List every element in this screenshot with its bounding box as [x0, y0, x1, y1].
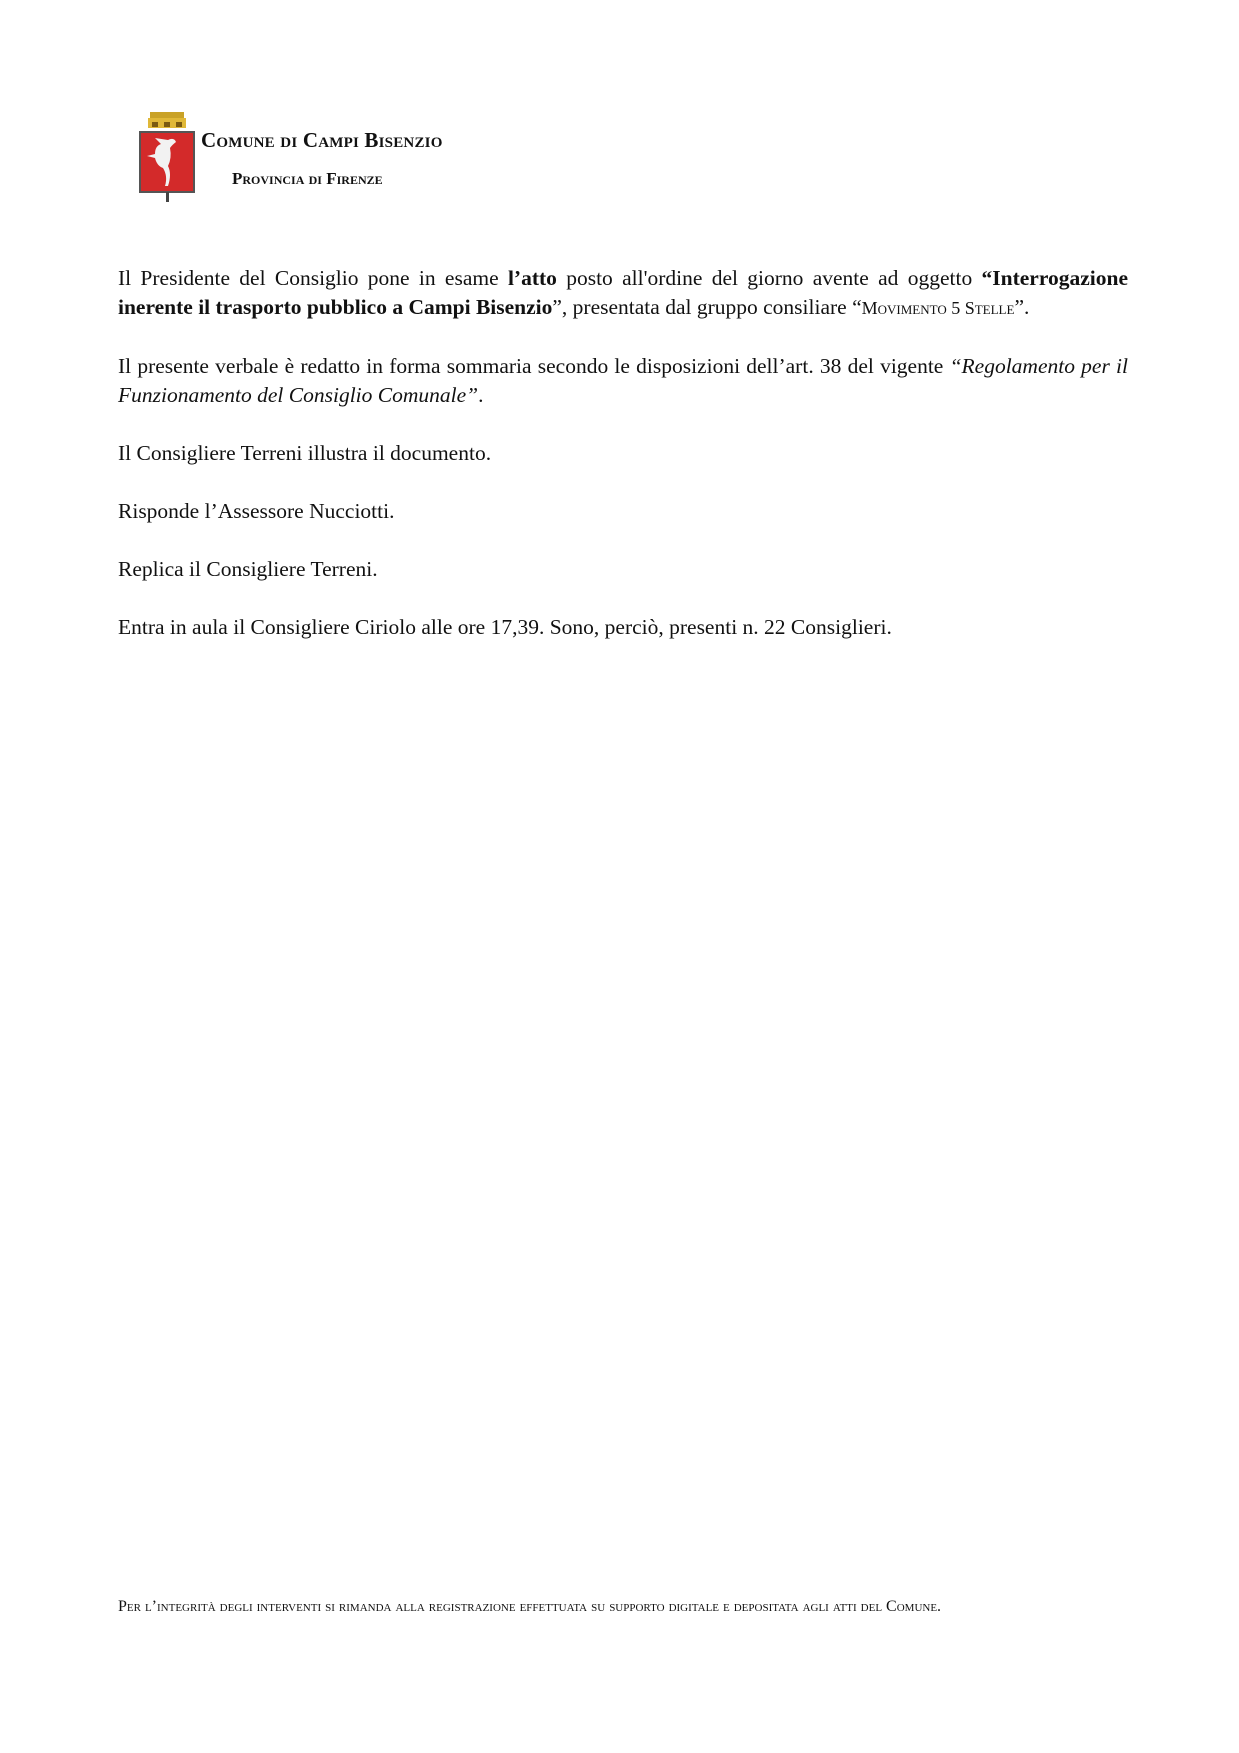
paragraph-reply: Replica il Consigliere Terreni. — [118, 557, 378, 581]
text: ”. — [1014, 295, 1030, 319]
regulation-title: “Regolamento per il Funzionamento del Consiglio Comunale” — [118, 354, 1128, 407]
paragraph-intro — [118, 264, 1128, 323]
province-subtitle: Provincia di Firenze — [232, 169, 383, 188]
footer-note: Per l’integrità degli interventi si rimanda alla registrazione effettuata su supporto digitale e depositata agli atti del Comune. — [118, 1598, 942, 1615]
paragraph-attendance: Entra in aula il Consigliere Ciriolo alle ore 17,39. Sono, perciò, presenti n. 22 Consiglieri. — [118, 615, 892, 639]
document-body — [118, 264, 1128, 671]
text: Il Presidente del Consiglio pone in esame — [118, 266, 508, 290]
paragraph-regulation — [118, 352, 1128, 410]
text: posto all'ordine del giorno avente ad oggetto — [556, 266, 982, 290]
text: ”, presentata dal gruppo consiliare “ — [552, 295, 862, 319]
paragraph-response: Risponde l’Assessore Nucciotti. — [118, 499, 395, 523]
act-subject: “Interrogazione inerente il trasporto pubblico a Campi Bisenzio — [118, 266, 1128, 319]
group-name: Movimento 5 Stelle — [861, 298, 1015, 318]
coat-of-arms-logo — [138, 110, 196, 206]
paragraph-illustration: Il Consigliere Terreni illustra il documento. — [118, 441, 492, 465]
municipality-title: Comune di Campi Bisenzio — [201, 128, 443, 152]
text: Il presente verbale è redatto in forma sommaria secondo le disposizioni dell’art. 38 del vigente — [118, 354, 950, 378]
text: . — [478, 383, 484, 407]
text-bold: l’atto — [507, 266, 557, 290]
